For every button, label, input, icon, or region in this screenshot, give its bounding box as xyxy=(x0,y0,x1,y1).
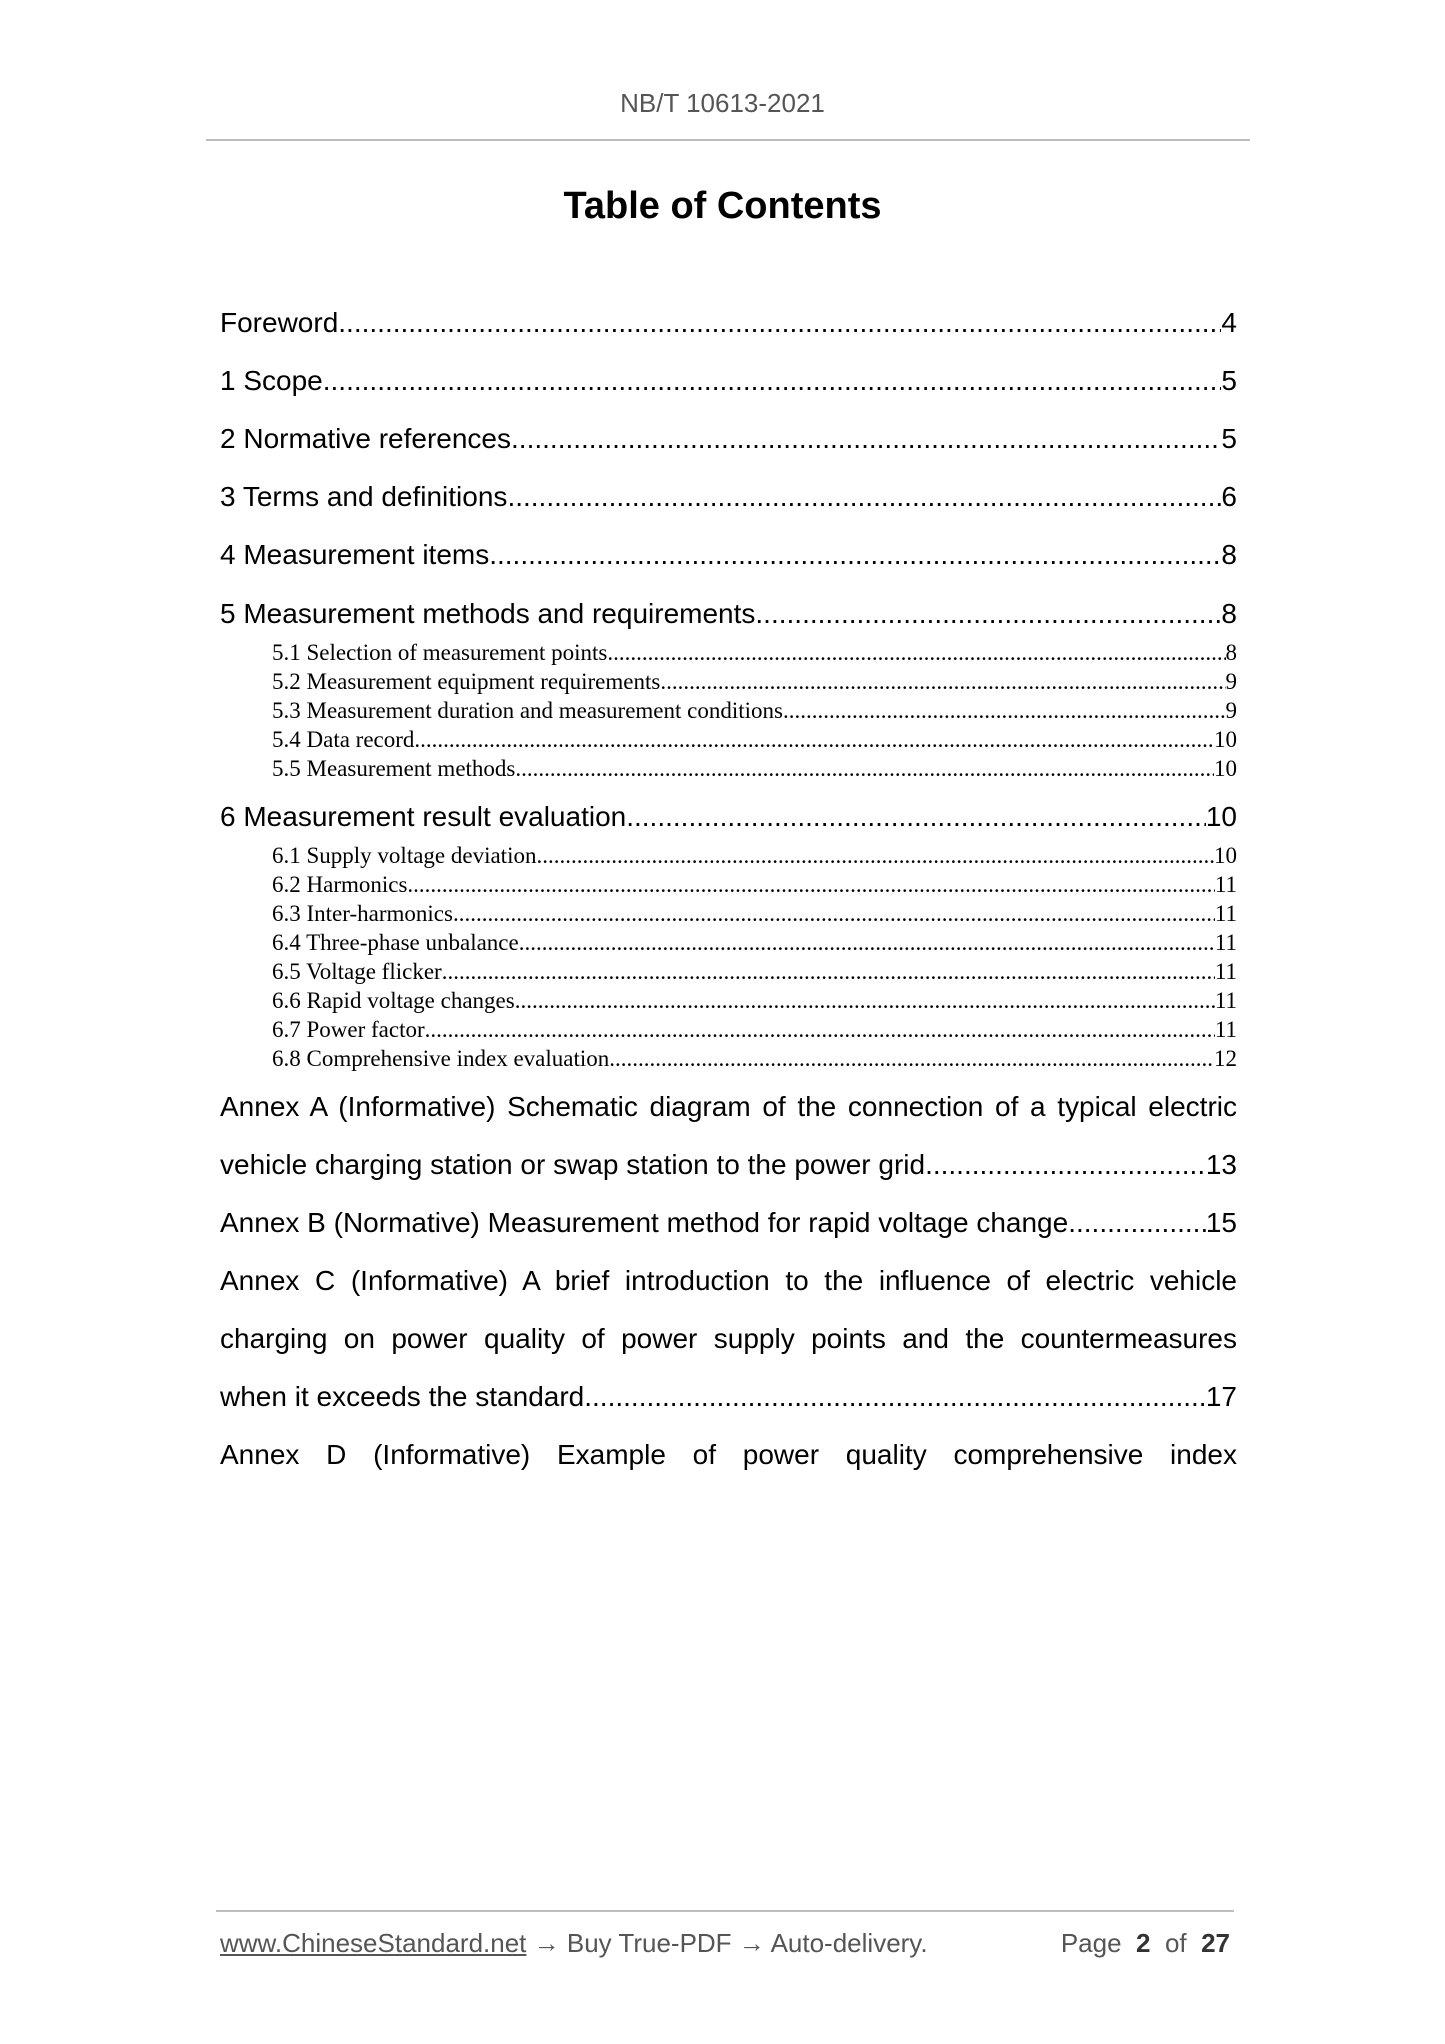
toc-subentry[interactable] xyxy=(272,753,1237,785)
dot-leader xyxy=(1068,1203,1206,1243)
toc-annex-a-line1[interactable]: Annex A (Informative) Schematic diagram of the connection of a typical electric xyxy=(220,1091,1237,1122)
toc-entry-measurement-methods[interactable] xyxy=(220,594,1237,634)
toc-subentry-label: 5.5 Measurement methods xyxy=(272,756,516,781)
toc-subentry-label: 6.8 Comprehensive index evaluation xyxy=(272,1046,610,1071)
toc-subentry-label: 6.5 Voltage flicker xyxy=(272,959,442,984)
toc-entry-terms[interactable] xyxy=(220,477,1237,517)
footer-promo xyxy=(220,1928,928,1959)
toc-entry-page: 13 xyxy=(1205,1149,1237,1180)
dot-leader xyxy=(489,535,1221,575)
footer-promo-text: → Buy True-PDF → Auto-delivery. xyxy=(526,1928,928,1958)
toc-entry-page: 4 xyxy=(1221,307,1237,338)
toc-subentry-page: 8 xyxy=(1225,640,1237,665)
toc-subentry-label: 5.3 Measurement duration and measurement conditions xyxy=(272,698,783,723)
of-word: of xyxy=(1164,1928,1187,1958)
toc-entry-scope[interactable] xyxy=(220,361,1237,401)
toc-subentry[interactable] xyxy=(272,869,1237,901)
running-header: NB/T 10613-2021 xyxy=(620,88,825,118)
dot-leader xyxy=(323,361,1222,401)
dot-leader xyxy=(338,303,1221,343)
toc-title: Table of Contents xyxy=(563,185,882,227)
toc-subentry[interactable] xyxy=(272,637,1237,669)
toc-subentry-page: 11 xyxy=(1214,930,1237,955)
toc-subentry-label: 6.2 Harmonics xyxy=(272,872,408,897)
toc-entry-annex-a[interactable] xyxy=(220,1145,1237,1185)
toc-entry-annex-c[interactable] xyxy=(220,1377,1237,1417)
toc-subentry-page: 11 xyxy=(1214,901,1237,926)
toc-subentry[interactable] xyxy=(272,985,1237,1017)
toc-annex-c-line1[interactable]: Annex C (Informative) A brief introduction to the influence of electric vehicle xyxy=(220,1265,1237,1296)
dot-leader xyxy=(507,477,1221,517)
toc-entry-page: 5 xyxy=(1221,365,1237,396)
toc-subentry[interactable] xyxy=(272,695,1237,727)
toc-subentry-label: 6.4 Three-phase unbalance xyxy=(272,930,519,955)
dot-leader xyxy=(442,956,1215,988)
dot-leader xyxy=(453,898,1215,930)
website-link[interactable]: www.ChineseStandard.net xyxy=(220,1928,527,1958)
dot-leader xyxy=(407,869,1214,901)
dot-leader xyxy=(660,666,1225,698)
toc-subentry-label: 6.7 Power factor xyxy=(272,1017,425,1042)
toc-entry-label: vehicle charging station or swap station to the power grid xyxy=(220,1149,926,1180)
toc-subentry-page: 11 xyxy=(1214,988,1237,1013)
toc-entry-foreword[interactable] xyxy=(220,303,1237,343)
dot-leader xyxy=(626,797,1206,837)
dot-leader xyxy=(515,985,1215,1017)
page-counter xyxy=(1061,1928,1230,1959)
toc-subentry-label: 5.2 Measurement equipment requirements xyxy=(272,669,661,694)
toc-entry-label: when it exceeds the standard xyxy=(220,1381,585,1412)
dot-leader xyxy=(425,1014,1215,1046)
toc-subentry[interactable] xyxy=(272,1014,1237,1046)
toc-entry-label: 4 Measurement items xyxy=(220,539,490,570)
toc-entry-page: 8 xyxy=(1221,598,1237,629)
toc-subentry[interactable] xyxy=(272,840,1237,872)
current-page: 2 xyxy=(1136,1928,1151,1958)
total-pages: 27 xyxy=(1201,1928,1230,1958)
toc-entry-label: Foreword xyxy=(220,307,339,338)
dot-leader xyxy=(584,1377,1206,1417)
toc-subentry-page: 12 xyxy=(1214,1046,1237,1071)
dot-leader xyxy=(925,1145,1206,1185)
toc-entry-result-evaluation[interactable] xyxy=(220,797,1237,837)
toc-subentry-page: 10 xyxy=(1214,756,1237,781)
dot-leader xyxy=(536,840,1214,872)
toc-entry-page: 8 xyxy=(1221,539,1237,570)
toc-subentry-page: 11 xyxy=(1214,872,1237,897)
dot-leader xyxy=(519,927,1215,959)
toc-entry-annex-b[interactable] xyxy=(220,1203,1237,1243)
toc-entry-page: 6 xyxy=(1221,481,1237,512)
toc-entry-label: 6 Measurement result evaluation xyxy=(220,801,627,832)
toc-entry-page: 5 xyxy=(1221,423,1237,454)
toc-entry-label: 1 Scope xyxy=(220,365,323,396)
toc-subentry[interactable] xyxy=(272,666,1237,698)
toc-subentry-page: 11 xyxy=(1214,1017,1237,1042)
dot-leader xyxy=(783,695,1226,727)
toc-annex-d-line1[interactable]: Annex D (Informative) Example of power quality comprehensive index xyxy=(220,1439,1237,1470)
toc-entry-label: 5 Measurement methods and requirements xyxy=(220,598,756,629)
dot-leader xyxy=(755,594,1221,634)
toc-entry-page: 10 xyxy=(1205,801,1237,832)
dot-leader xyxy=(515,753,1214,785)
dot-leader xyxy=(607,637,1225,669)
toc-subentry[interactable] xyxy=(272,724,1237,756)
toc-entry-measurement-items[interactable] xyxy=(220,535,1237,575)
toc-subentry-label: 5.1 Selection of measurement points xyxy=(272,640,608,665)
toc-entry-label: Annex B (Normative) Measurement method for rapid voltage change xyxy=(220,1207,1069,1238)
toc-entry-page: 15 xyxy=(1205,1207,1237,1238)
toc-subentry[interactable] xyxy=(272,956,1237,988)
toc-subentry[interactable] xyxy=(272,898,1237,930)
toc-entry-label: 2 Normative references xyxy=(220,423,512,454)
toc-subentry-label: 5.4 Data record xyxy=(272,727,415,752)
toc-entry-label: 3 Terms and definitions xyxy=(220,481,508,512)
header-rule xyxy=(206,139,1250,141)
toc-subentry-page: 10 xyxy=(1214,727,1237,752)
page-footer xyxy=(220,1928,1230,1968)
toc-subentry-page: 11 xyxy=(1214,959,1237,984)
toc-subentry-page: 9 xyxy=(1225,669,1237,694)
toc-subentry-label: 6.1 Supply voltage deviation xyxy=(272,843,537,868)
dot-leader xyxy=(511,419,1221,459)
toc-subentry-label: 6.6 Rapid voltage changes xyxy=(272,988,515,1013)
toc-entry-normative-references[interactable] xyxy=(220,419,1237,459)
toc-subentry-page: 9 xyxy=(1225,698,1237,723)
toc-subentry-label: 6.3 Inter-harmonics xyxy=(272,901,453,926)
dot-leader xyxy=(414,724,1214,756)
footer-rule xyxy=(216,1910,1234,1912)
page-word: Page xyxy=(1060,1928,1122,1958)
toc-annex-c-line2[interactable]: charging on power quality of power supply points and the countermeasures xyxy=(220,1323,1237,1354)
toc-subentry[interactable] xyxy=(272,927,1237,959)
toc-subentry[interactable] xyxy=(272,1043,1237,1075)
toc-entry-page: 17 xyxy=(1205,1381,1237,1412)
dot-leader xyxy=(609,1043,1214,1075)
toc-subentry-page: 10 xyxy=(1214,843,1237,868)
